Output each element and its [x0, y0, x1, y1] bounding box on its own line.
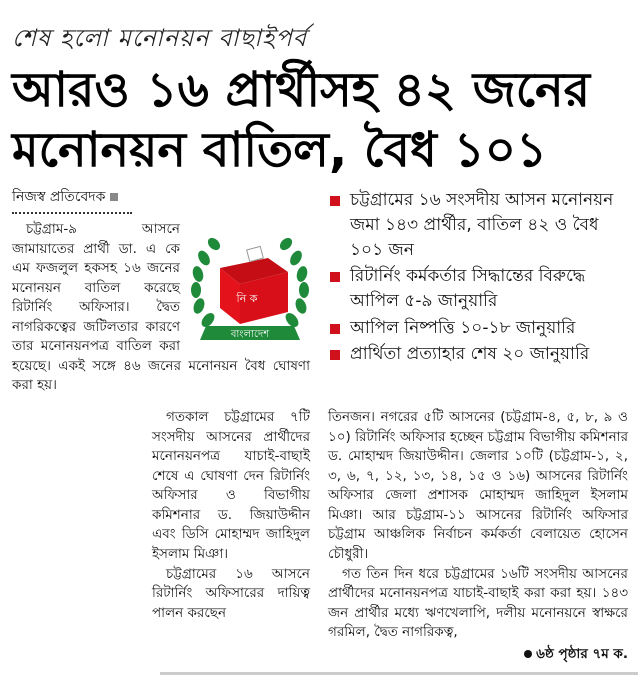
highlight-text: আপিল নিষ্পত্তি ১০-১৮ জানুয়ারি	[350, 317, 576, 338]
continuation-link[interactable]	[328, 645, 628, 665]
red-square-bullet-icon	[330, 350, 340, 360]
highlight-text: চট্টগ্রামের ১৬ সংসদীয় আসন মনোনয়ন জমা ১৪৩ প্রার্থীর, বাতিল ৪২ ও বৈধ ১০১ জন	[350, 190, 614, 260]
bullet-dot-icon	[524, 650, 532, 658]
body-paragraph-4: গত তিন দিন ধরে চট্টগ্রামের ১৬টি সংসদীয় আসনের প্রার্থীদের মনোনয়নপত্র যাচাই-বাছাই করা করা হয়। ১৪৩ জন প্রার্থীর মধ্যে ঋণখেলাপি, দলীয় মনোনয়নে স্বাক্ষরে গরমিল, দ্বৈত নাগরিকত্ব,	[328, 565, 628, 641]
logo-ribbon-text: বাংলাদেশ	[230, 328, 270, 340]
body-paragraph-1-text: চট্টগ্রাম-৯ আসনে জামায়াতের প্রার্থী ডা. এ কে এম ফজলুল হকসহ ১৬ জনের মনোনয়ন বাতিল করেছে রিটার্নিং অফিসার। দ্বৈত নাগরিকত্বের জটিলতার কারণে তার মনোনয়নপত্র	[12, 220, 180, 355]
body-column-2	[152, 408, 310, 623]
logo-box-text: নি ক	[236, 291, 258, 305]
highlight-item	[328, 316, 628, 341]
top-section	[12, 188, 630, 396]
red-square-bullet-icon	[330, 272, 340, 282]
highlight-item	[328, 188, 628, 262]
body-column-3	[328, 408, 628, 664]
bottom-rule	[160, 672, 638, 675]
highlights-list	[328, 188, 628, 368]
headline-line-2: মনোনয়ন বাতিল, বৈধ ১০১	[12, 122, 548, 179]
highlight-text: রিটার্নিং কর্মকর্তার সিদ্ধান্তের বিরুদ্ধে আপিল ৫-৯ জানুয়ারি	[350, 266, 586, 311]
red-square-bullet-icon	[330, 196, 340, 206]
byline	[12, 188, 310, 208]
kicker: শেষ হলো মনোনয়ন বাছাইপর্ব	[12, 24, 308, 52]
body-paragraph-3: চট্টগ্রামের ১৬ আসনে রিটার্নিং অফিসারের দায়িত্ব পালন করছেন	[152, 565, 310, 621]
highlight-item	[328, 264, 628, 313]
dotted-divider	[12, 212, 132, 214]
square-icon	[110, 193, 118, 201]
election-commission-logo	[190, 228, 310, 344]
bottom-section	[12, 408, 630, 664]
red-square-bullet-icon	[330, 324, 340, 334]
ballot-box-icon	[190, 228, 310, 344]
body-paragraph-2: গতকাল চট্টগ্রামের ৭টি সংসদীয় আসনের প্রার্থীদের মনোনয়নপত্র যাচাই-বাছাই শেষে এ ঘোষণা দেন রিটার্নিং অফিসার ও বিভাগীয় কমিশনার ড. জিয়াউদ্দীন এবং ডিসি মোহাম্মদ জাহিদুল ইসলাম মিঞা।	[152, 409, 310, 562]
continuation-text: ৬ষ্ঠ পৃষ্ঠার ৭ম ক.	[536, 645, 628, 662]
byline-text: নিজস্ব প্রতিবেদক	[12, 189, 106, 206]
highlight-text: প্রার্থিতা প্রত্যাহার শেষ ২০ জানুয়ারি	[350, 344, 590, 365]
highlight-item	[328, 342, 628, 367]
body-paragraph-1-continued: বাতিল করা হয়েছে। একই সঙ্গে ৪৬ জনের মনোনয়ন বৈধ ঘোষণা করা হয়।	[12, 338, 310, 394]
headline-line-1: আরও ১৬ প্রার্থীসহ ৪২ জনের	[12, 62, 591, 119]
body-paragraph-3-continued: তিনজন। নগরের ৫টি আসনের (চট্টগ্রাম-৪, ৫, ৮, ৯ ও ১০) রিটার্নিং অফিসার হচ্ছেন চট্টগ্রাম বিভাগীয় কমিশনার ড. মোহাম্মদ জিয়াউদ্দীন। জেলার ১০টি (চট্টগ্রাম-১, ২, ৩, ৬, ৭, ১২, ১৩, ১৪, ১৫ ও ১৬) আসনের রিটার্নিং অফিসার জেলা প্রশাসক মোহাম্মদ জাহিদুল ইসলাম মিঞা। আর চট্টগ্রাম-১১ আসনের রিটার্নিং অফিসার চট্টগ্রাম আঞ্চলিক নির্বাচন কর্মকর্তা বেলায়েত হোসেন চৌধুরী।	[328, 409, 628, 562]
lead-column	[12, 188, 310, 396]
